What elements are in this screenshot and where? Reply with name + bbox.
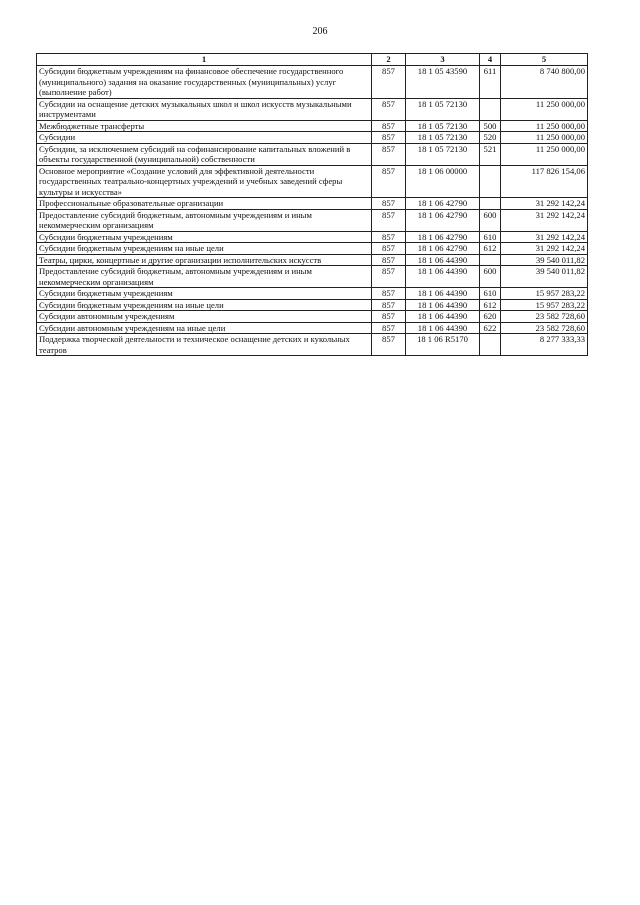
table-row: [37, 322, 588, 334]
cell-section: 18 1 06 42790: [406, 198, 480, 210]
table-row: [37, 143, 588, 165]
cell-name: Предоставление субсидий бюджетным, автономным учреждениям и иным некоммерческим организациям: [37, 266, 372, 288]
page-number: 206: [312, 26, 328, 37]
cell-name: Субсидии автономным учреждениям на иные цели: [37, 322, 372, 334]
cell-code: 857: [372, 311, 406, 323]
cell-expense-type: 612: [480, 243, 501, 255]
cell-amount: 31 292 142,24: [501, 209, 588, 231]
cell-section: 18 1 05 72130: [406, 98, 480, 120]
cell-name: Субсидии: [37, 132, 372, 144]
cell-section: 18 1 06 42790: [406, 231, 480, 243]
table-row: [37, 334, 588, 356]
cell-amount: 15 957 283,22: [501, 299, 588, 311]
cell-section: 18 1 06 42790: [406, 209, 480, 231]
cell-section: 18 1 06 44390: [406, 254, 480, 266]
cell-code: 857: [372, 288, 406, 300]
cell-code: 857: [372, 254, 406, 266]
table-row: [37, 288, 588, 300]
cell-expense-type: 521: [480, 143, 501, 165]
cell-amount: 39 540 011,82: [501, 254, 588, 266]
cell-name: Субсидии на оснащение детских музыкальных школ и школ искусств музыкальными инструментами: [37, 98, 372, 120]
cell-amount: 23 582 728,60: [501, 311, 588, 323]
cell-amount: 11 250 000,00: [501, 143, 588, 165]
cell-code: 857: [372, 143, 406, 165]
table-row: [37, 231, 588, 243]
cell-expense-type: 610: [480, 288, 501, 300]
cell-section: 18 1 06 44390: [406, 299, 480, 311]
cell-code: 857: [372, 132, 406, 144]
cell-name: Межбюджетные трансферты: [37, 120, 372, 132]
cell-name: Профессиональные образовательные организации: [37, 198, 372, 210]
header-row: [37, 54, 588, 66]
column-header-section: 3: [406, 54, 480, 66]
table-row: [37, 311, 588, 323]
table-row: [37, 254, 588, 266]
cell-expense-type: 600: [480, 209, 501, 231]
cell-section: 18 1 05 72130: [406, 120, 480, 132]
table-header: [37, 54, 588, 66]
cell-amount: 8 740 800,00: [501, 66, 588, 99]
cell-code: 857: [372, 198, 406, 210]
cell-code: 857: [372, 231, 406, 243]
table-row: [37, 98, 588, 120]
cell-section: 18 1 05 43590: [406, 66, 480, 99]
column-header-amount: 5: [501, 54, 588, 66]
table-row: [37, 266, 588, 288]
table-row: [37, 299, 588, 311]
cell-section: 18 1 05 72130: [406, 132, 480, 144]
cell-section: 18 1 06 44390: [406, 322, 480, 334]
cell-code: 857: [372, 66, 406, 99]
cell-section: 18 1 06 44390: [406, 288, 480, 300]
table-row: [37, 165, 588, 198]
cell-expense-type: [480, 254, 501, 266]
cell-section: 18 1 06 00000: [406, 165, 480, 198]
cell-expense-type: [480, 334, 501, 356]
table-row: [37, 243, 588, 255]
table-row: [37, 66, 588, 99]
cell-expense-type: [480, 165, 501, 198]
cell-name: Субсидии автономным учреждениям: [37, 311, 372, 323]
cell-amount: 39 540 011,82: [501, 266, 588, 288]
cell-section: 18 1 05 72130: [406, 143, 480, 165]
cell-amount: 11 250 000,00: [501, 120, 588, 132]
cell-amount: 31 292 142,24: [501, 243, 588, 255]
cell-amount: 31 292 142,24: [501, 198, 588, 210]
column-header-name: 1: [37, 54, 372, 66]
table-row: [37, 132, 588, 144]
cell-name: Поддержка творческой деятельности и техническое оснащение детских и кукольных театров: [37, 334, 372, 356]
cell-name: Субсидии бюджетным учреждениям: [37, 231, 372, 243]
cell-section: 18 1 06 R5170: [406, 334, 480, 356]
cell-expense-type: 520: [480, 132, 501, 144]
cell-expense-type: 622: [480, 322, 501, 334]
cell-code: 857: [372, 165, 406, 198]
cell-code: 857: [372, 299, 406, 311]
cell-name: Субсидии бюджетным учреждениям: [37, 288, 372, 300]
cell-name: Предоставление субсидий бюджетным, автономным учреждениям и иным некоммерческим организациям: [37, 209, 372, 231]
cell-expense-type: [480, 198, 501, 210]
cell-expense-type: 611: [480, 66, 501, 99]
cell-amount: 23 582 728,60: [501, 322, 588, 334]
cell-code: 857: [372, 98, 406, 120]
cell-expense-type: 500: [480, 120, 501, 132]
cell-amount: 31 292 142,24: [501, 231, 588, 243]
cell-amount: 11 250 000,00: [501, 132, 588, 144]
cell-code: 857: [372, 266, 406, 288]
cell-code: 857: [372, 120, 406, 132]
cell-name: Основное мероприятие «Создание условий для эффективной деятельности государственных театрально-концертных учреждений и учебных заведений сферы культуры и искусства»: [37, 165, 372, 198]
table-row: [37, 198, 588, 210]
cell-amount: 117 826 154,06: [501, 165, 588, 198]
column-header-expense-type: 4: [480, 54, 501, 66]
cell-amount: 8 277 333,33: [501, 334, 588, 356]
table-body: [37, 66, 588, 356]
budget-table: [36, 53, 588, 356]
cell-code: 857: [372, 243, 406, 255]
cell-name: Субсидии, за исключением субсидий на софинансирование капитальных вложений в объекты государственной (муниципальной) собственности: [37, 143, 372, 165]
cell-expense-type: 620: [480, 311, 501, 323]
cell-section: 18 1 06 42790: [406, 243, 480, 255]
cell-section: 18 1 06 44390: [406, 311, 480, 323]
table-row: [37, 120, 588, 132]
column-header-code: 2: [372, 54, 406, 66]
cell-expense-type: 612: [480, 299, 501, 311]
cell-amount: 15 957 283,22: [501, 288, 588, 300]
cell-name: Субсидии бюджетным учреждениям на иные цели: [37, 299, 372, 311]
cell-expense-type: [480, 98, 501, 120]
cell-code: 857: [372, 209, 406, 231]
cell-name: Театры, цирки, концертные и другие организации исполнительских искусств: [37, 254, 372, 266]
cell-code: 857: [372, 334, 406, 356]
cell-expense-type: 610: [480, 231, 501, 243]
cell-name: Субсидии бюджетным учреждениям на иные цели: [37, 243, 372, 255]
cell-code: 857: [372, 322, 406, 334]
cell-expense-type: 600: [480, 266, 501, 288]
cell-section: 18 1 06 44390: [406, 266, 480, 288]
cell-amount: 11 250 000,00: [501, 98, 588, 120]
table-row: [37, 209, 588, 231]
cell-name: Субсидии бюджетным учреждениям на финансовое обеспечение государственного (муниципального) задания на оказание государственных (муниципальных) услуг (выполнение работ): [37, 66, 372, 99]
